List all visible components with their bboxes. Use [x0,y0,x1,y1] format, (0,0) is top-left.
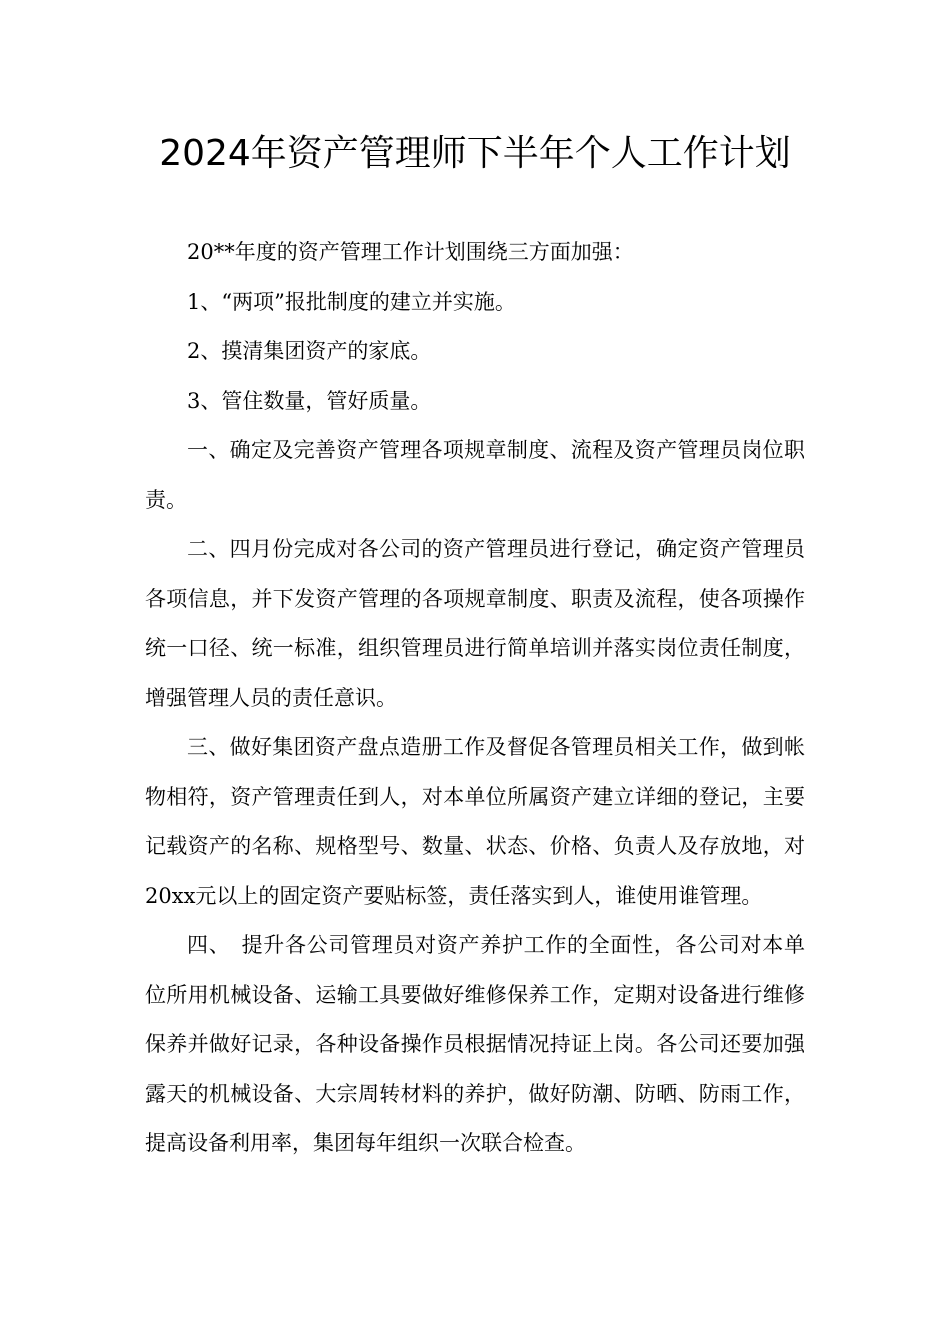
paragraph-item-2: 2、摸清集团资产的家底。 [187,339,432,363]
document-body [145,228,805,1169]
document-title: 2024年资产管理师下半年个人工作计划 [159,133,791,174]
paragraph-item-1: 1、“两项”报批制度的建立并实施。 [187,289,516,314]
paragraph-intro: 20**年度的资产管理工作计划围绕三方面加强： [187,240,634,264]
paragraph-section-3: 三、做好集团资产盘点造册工作及督促各管理员相关工作，做到帐物相符，资产管理责任到人，对本单位所属资产建立详细的登记，主要记载资产的名称、规格型号、数量、状态、价格、负责人及存放地，对20xx元以上的固定资产要贴标签，责任落实到人，谁使用谁管理。 [145,735,805,908]
paragraph-section-1: 一、确定及完善资产管理各项规章制度、流程及资产管理员岗位职责。 [145,438,805,512]
paragraph-section-4: 四、 提升各公司管理员对资产养护工作的全面性，各公司对本单位所用机械设备、运输工具要做好维修保养工作，定期对设备进行维修保养并做好记录，各种设备操作员根据情况持证上岗。各公司还要加强露天的机械设备、大宗周转材料的养护，做好防潮、防晒、防雨工作，提高设备利用率，集团每年组织一次联合检查。 [145,933,805,1155]
paragraph-item-3: 3、管住数量，管好质量。 [187,388,432,413]
paragraph-section-2: 二、四月份完成对各公司的资产管理员进行登记，确定资产管理员各项信息，并下发资产管理的各项规章制度、职责及流程，使各项操作统一口径、统一标准，组织管理员进行简单培训并落实岗位责任制度，增强管理人员的责任意识。 [145,537,805,710]
